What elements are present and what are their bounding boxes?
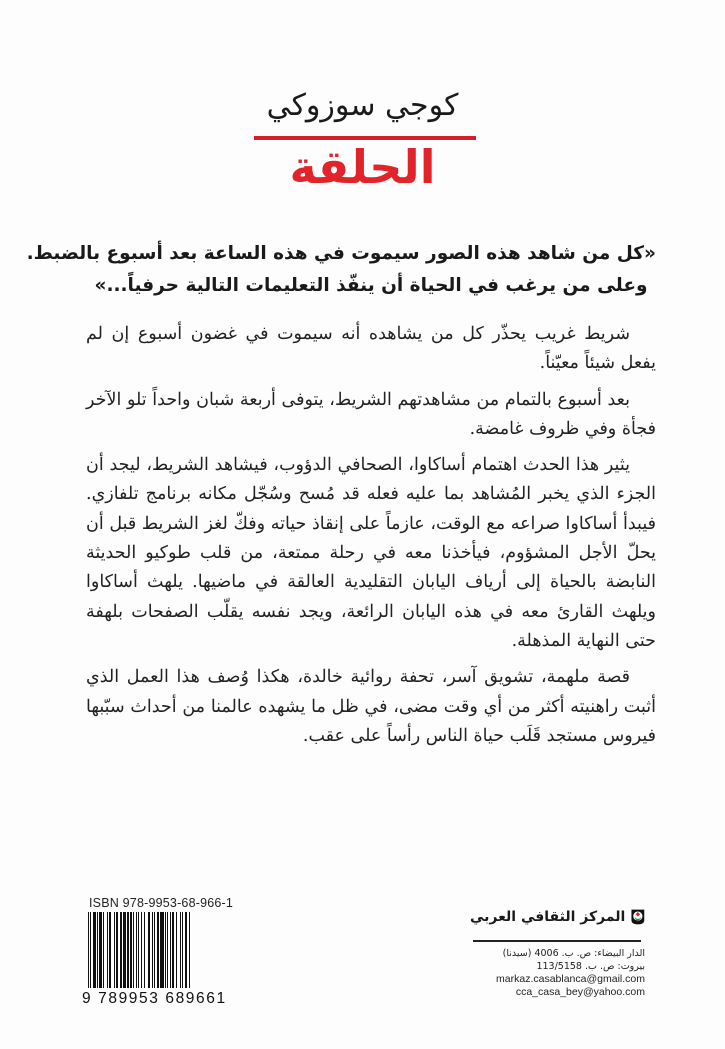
epigraph-quote bbox=[26, 238, 656, 302]
publisher-shield-logo-icon bbox=[631, 900, 645, 934]
email-casablanca: markaz.casablanca@gmail.com bbox=[496, 973, 645, 985]
blurb bbox=[86, 320, 656, 758]
blurb-paragraph: بعد أسبوع بالتمام من مشاهدتهم الشريط، يتوفى أربعة شبان واحداً تلو الآخر فجأة وفي ظروف غامضة. bbox=[86, 389, 656, 439]
publisher-header bbox=[470, 900, 645, 934]
ean-digits: 9 789953 689661 bbox=[82, 990, 227, 1007]
isbn-barcode bbox=[82, 896, 252, 1008]
barcode-bars-icon bbox=[88, 912, 234, 988]
address-casablanca: الدار البيضاء: ص. ب. 4006 (سيدنا) bbox=[502, 948, 645, 959]
author-name: كوجي سوزوكي bbox=[266, 88, 459, 123]
blurb-paragraph: يثير هذا الحدث اهتمام أساكاوا، الصحافي الدؤوب، فيشاهد الشريط، ليجد أن الجزء الذي يخبر المُشاهد بما عليه فعله قد مُسح وسُجّل مكانه برنامج تلفازي. فيبدأ أساكاوا صراعه مع الوقت، عازماً على إنقاذ حياته وفكّ لغز الشريط قبل أن يحلّ الأجل المشؤوم، فيأخذنا معه في رحلة ممتعة، من قلب طوكيو الحديثة النابضة بالحياة إلى أرياف اليابان التقليدية العالقة في ماضيها. يلهث أساكاوا ويلهث القارئ معه في هذه اليابان الرائعة، ويجد نفسه يقلّب الصفحات بلهفة حتى النهاية المذهلة. bbox=[86, 455, 656, 651]
publisher-name: المركز الثقافي العربي bbox=[470, 909, 626, 925]
email-beirut: cca_casa_bey@yahoo.com bbox=[515, 986, 645, 998]
quote-line: وعلى من يرغب في الحياة أن ينفّذ التعليمات التالية حرفياً...» bbox=[94, 275, 648, 296]
quote-line: «كل من شاهد هذه الصور سيموت في هذه الساعة بعد أسبوع بالضبط. bbox=[26, 243, 656, 264]
blurb-paragraph: شريط غريب يحذّر كل من يشاهده أنه سيموت في غضون أسبوع إن لم يفعل شيئاً معيّناً. bbox=[86, 324, 656, 374]
publisher-divider bbox=[473, 940, 641, 942]
publisher-contact bbox=[470, 947, 645, 999]
blurb-paragraph: قصة ملهمة، تشويق آسر، تحفة روائية خالدة، هكذا وُصف هذا العمل الذي أثبت راهنيته أكثر من أي وقت مضى، في ظل ما يشهده عالمنا من أحداث سبّبها فيروس مستجد قَلَب حياة الناس رأساً على عقب. bbox=[86, 667, 657, 746]
isbn-label: ISBN 978-9953-68-966-1 bbox=[89, 896, 234, 910]
publisher-block bbox=[470, 900, 645, 999]
address-beirut: بيروت: ص. ب. 113/5158 bbox=[536, 961, 645, 972]
book-title: الحلقة bbox=[289, 140, 436, 194]
